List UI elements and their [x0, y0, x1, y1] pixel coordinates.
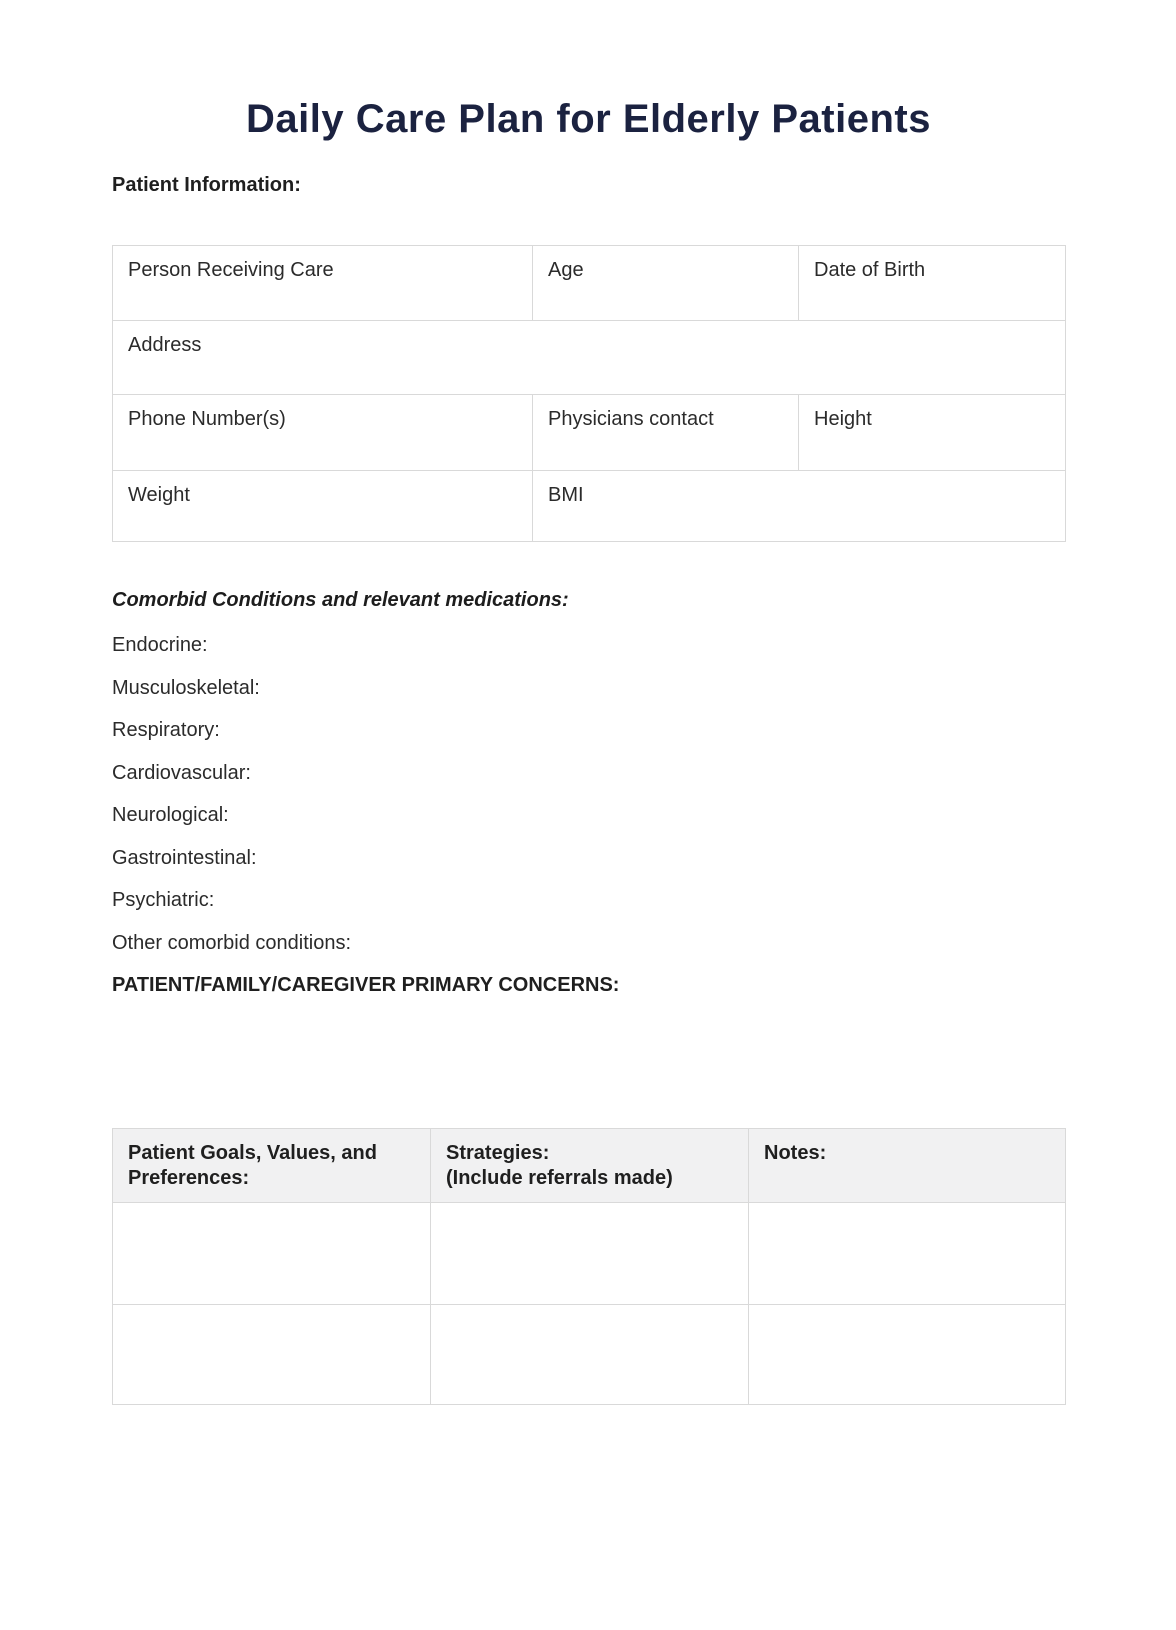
comorbid-item-other: Other comorbid conditions: — [112, 931, 352, 954]
notes-cell-empty — [749, 1203, 1066, 1305]
header-notes — [749, 1129, 1066, 1203]
comorbid-conditions-list — [112, 624, 1065, 964]
cell-address: Address — [113, 321, 1066, 395]
patient-information-heading: Patient Information: — [112, 174, 301, 196]
table-row — [113, 1305, 1066, 1405]
comorbid-item-psychiatric: Psychiatric: — [112, 889, 215, 911]
comorbid-item-musculoskeletal: Musculoskeletal: — [112, 676, 260, 699]
header-text-line: Notes: — [764, 1142, 827, 1164]
table-row — [113, 1203, 1066, 1305]
primary-concerns-heading: PATIENT/FAMILY/CAREGIVER PRIMARY CONCERNS: — [112, 974, 620, 996]
comorbid-conditions-heading: Comorbid Conditions and relevant medications: — [112, 589, 569, 611]
comorbid-item-gastrointestinal: Gastrointestinal: — [112, 846, 257, 869]
goals-cell-empty — [113, 1203, 431, 1305]
comorbid-item-endocrine: Endocrine: — [112, 634, 208, 656]
header-text-line: (Include referrals made) — [446, 1167, 673, 1189]
header-text-line: Patient Goals, Values, and — [128, 1142, 377, 1164]
cell-weight: Weight — [113, 471, 533, 542]
cell-age: Age — [533, 246, 799, 321]
table-row — [113, 321, 1066, 395]
header-text-line: Preferences: — [128, 1167, 250, 1189]
header-patient-goals — [113, 1129, 431, 1203]
comorbid-item-cardiovascular: Cardiovascular: — [112, 761, 251, 784]
goals-strategies-notes-table — [112, 1128, 1066, 1405]
strategies-cell-empty — [431, 1305, 749, 1405]
comorbid-item-respiratory: Respiratory: — [112, 719, 220, 741]
table-header-row — [113, 1129, 1066, 1203]
table-row — [113, 471, 1066, 542]
header-strategies — [431, 1129, 749, 1203]
cell-height: Height — [799, 395, 1066, 471]
page-title: Daily Care Plan for Elderly Patients — [246, 97, 931, 141]
header-text-line: Strategies: — [446, 1142, 550, 1164]
cell-phone-numbers: Phone Number(s) — [113, 395, 533, 471]
cell-bmi: BMI — [533, 471, 1066, 542]
cell-date-of-birth: Date of Birth — [799, 246, 1066, 321]
cell-physicians-contact: Physicians contact — [533, 395, 799, 471]
cell-person-receiving-care: Person Receiving Care — [113, 246, 533, 321]
table-row — [113, 395, 1066, 471]
patient-info-table — [112, 245, 1066, 542]
goals-cell-empty — [113, 1305, 431, 1405]
table-row — [113, 246, 1066, 321]
comorbid-item-neurological: Neurological: — [112, 804, 229, 826]
strategies-cell-empty — [431, 1203, 749, 1305]
notes-cell-empty — [749, 1305, 1066, 1405]
